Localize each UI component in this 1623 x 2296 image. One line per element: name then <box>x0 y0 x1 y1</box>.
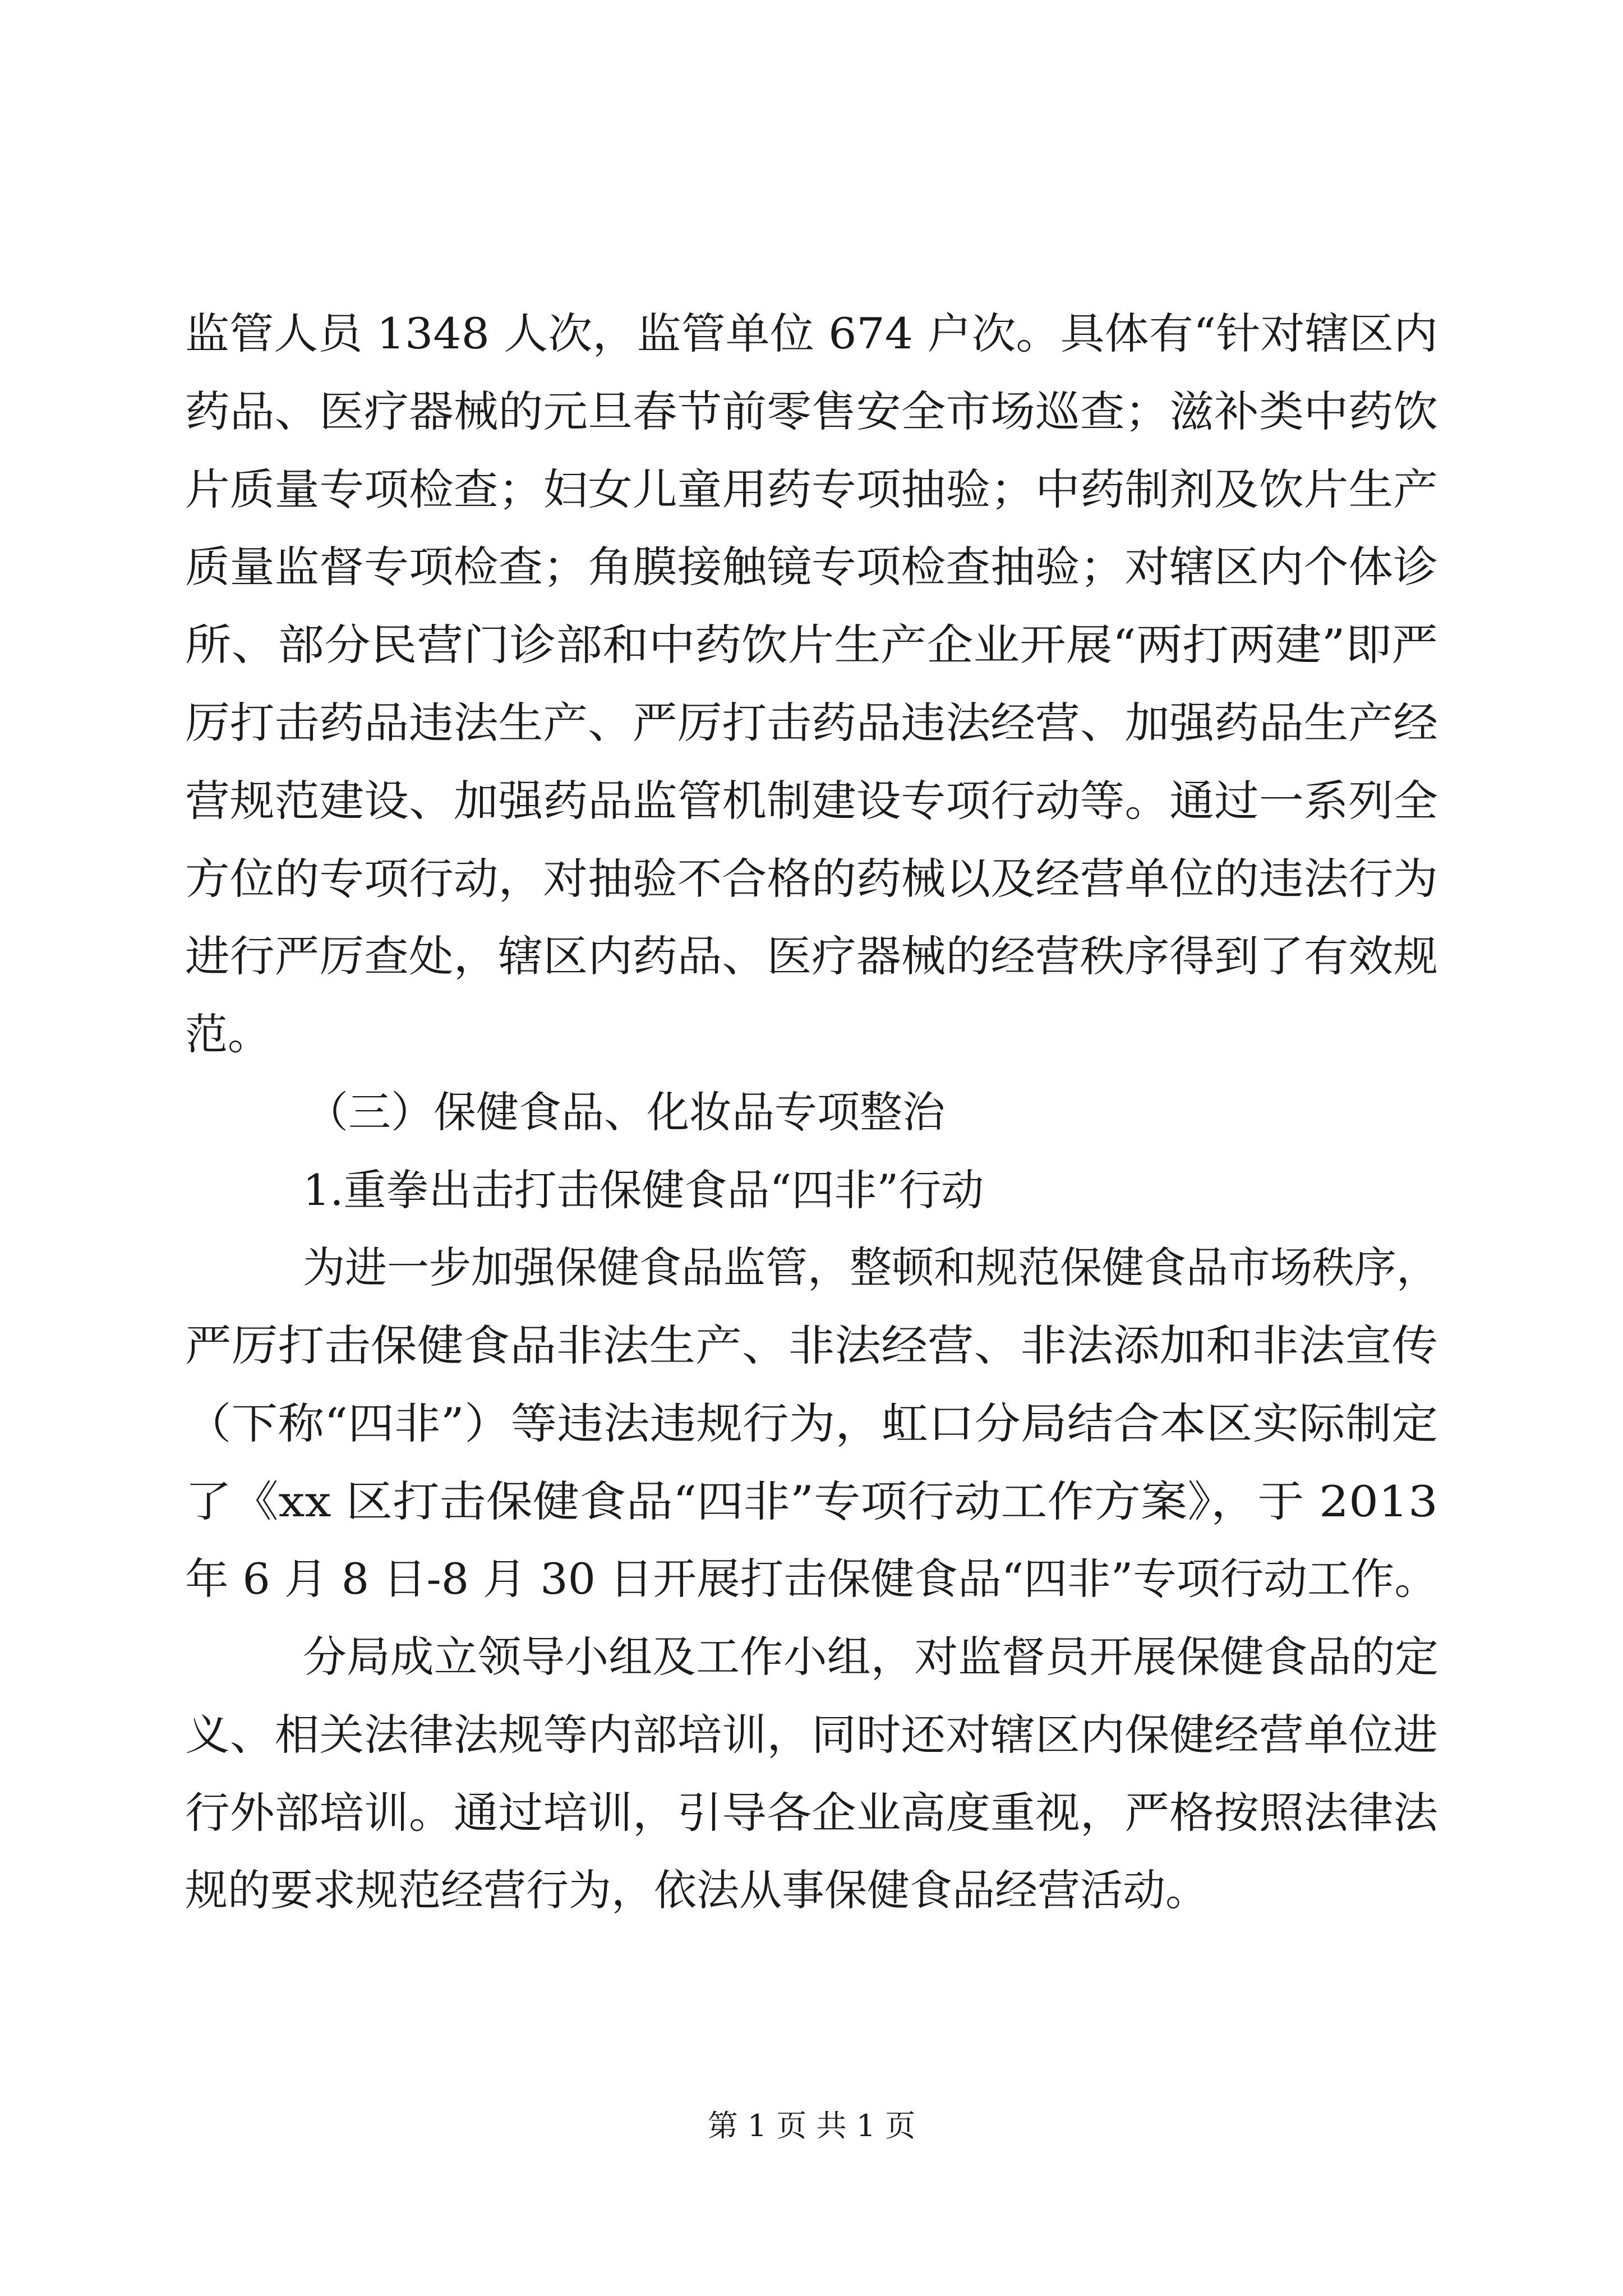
text-line <box>0 1618 1623 1696</box>
text-line <box>0 1384 1623 1463</box>
text-line <box>0 450 1623 529</box>
text-line <box>0 1228 1623 1307</box>
subsection-heading <box>0 1151 1623 1230</box>
text-line <box>0 917 1623 996</box>
text-line-content: 了《xx 区打击保健食品“四非”专项行动工作方案》，于 2013 <box>185 1476 1438 1526</box>
text-line <box>0 684 1623 762</box>
text-line-content: 分局成立领导小组及工作小组，对监督员开展保健食品的定 <box>303 1632 1439 1682</box>
text-line <box>0 606 1623 684</box>
text-line <box>0 1462 1623 1541</box>
text-line <box>0 1774 1623 1852</box>
text-line <box>0 372 1623 451</box>
text-line-content: 进行严厉查处，辖区内药品、医疗器械的经营秩序得到了有效规 <box>185 931 1438 981</box>
text-line <box>0 762 1623 840</box>
text-line-content: 药品、医疗器械的元旦春节前零售安全市场巡查；滋补类中药饮 <box>185 386 1438 436</box>
text-line-content: 年 6 月 8 日-8 月 30 日开展打击保健食品“四非”专项行动工作。 <box>185 1554 1438 1604</box>
text-line-content: 严厉打击保健食品非法生产、非法经营、非法添加和非法宣传 <box>185 1320 1438 1370</box>
text-line <box>0 1540 1623 1618</box>
text-line <box>0 840 1623 918</box>
text-line-content: 质量监督专项检查；角膜接触镜专项检查抽验；对辖区内个体诊 <box>185 542 1438 592</box>
text-line-content: 方位的专项行动，对抽验不合格的药械以及经营单位的违法行为 <box>185 854 1438 904</box>
section-heading-text: （三）保健食品、化妆品专项整治 <box>306 1087 945 1137</box>
text-line-content: 监管人员 1348 人次，监管单位 674 户次。具体有“针对辖区内 <box>185 309 1438 358</box>
subsection-heading-text: 1.重拳出击打击保健食品“四非”行动 <box>303 1165 984 1215</box>
text-line <box>0 295 1623 373</box>
text-line <box>0 1696 1623 1774</box>
text-line-content: 为进一步加强保健食品监管，整顿和规范保健食品市场秩序， <box>303 1243 1438 1292</box>
text-line-content: 营规范建设、加强药品监管机制建设专项行动等。通过一系列全 <box>185 776 1438 826</box>
text-line-content: 规的要求规范经营行为，依法从事保健食品经营活动。 <box>185 1865 1208 1915</box>
text-line-content: （下称“四非”）等违法违规行为，虹口分局结合本区实际制定 <box>185 1398 1438 1448</box>
text-line <box>0 995 1623 1074</box>
text-line <box>0 528 1623 606</box>
page-number: 第 1 页 共 1 页 <box>707 2108 916 2143</box>
text-line-content: 厉打击药品违法生产、严厉打击药品违法经营、加强药品生产经 <box>185 698 1438 748</box>
text-line-content: 片质量专项检查；妇女儿童用药专项抽验；中药制剂及饮片生产 <box>185 464 1438 514</box>
section-heading <box>0 1073 1623 1152</box>
page-footer <box>0 2104 1623 2148</box>
text-line-content: 义、相关法律法规等内部培训，同时还对辖区内保健经营单位进 <box>185 1710 1438 1760</box>
text-line <box>0 1851 1623 1930</box>
text-line-content: 行外部培训。通过培训，引导各企业高度重视，严格按照法律法 <box>185 1788 1438 1838</box>
text-line-content: 范。 <box>185 1009 270 1059</box>
text-line <box>0 1306 1623 1385</box>
text-line-content: 所、部分民营门诊部和中药饮片生产企业开展“两打两建”即严 <box>185 620 1438 670</box>
